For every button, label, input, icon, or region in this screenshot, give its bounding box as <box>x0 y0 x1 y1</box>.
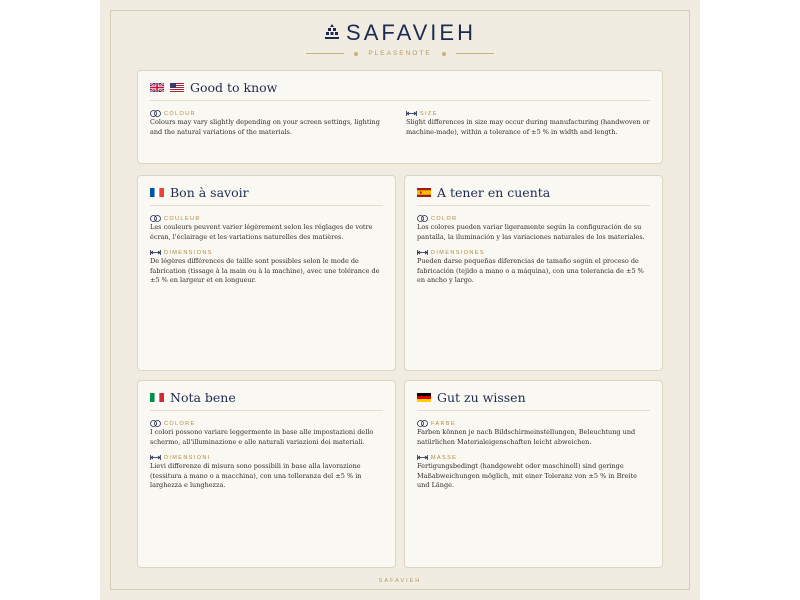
colour-text: Los colores pueden variar ligeramente según la configuración de su pantalla, la iluminación y las variaciones naturales de los materiales. <box>417 223 645 241</box>
section-label <box>417 249 650 256</box>
size-label: DIMENSIONI <box>164 454 211 461</box>
logo-mark-icon <box>324 23 340 43</box>
card-title: A tener en cuenta <box>437 185 551 200</box>
section-label <box>406 110 650 117</box>
size-arrow-icon <box>150 454 161 461</box>
colour-label: COULEUR <box>164 215 201 222</box>
card-header <box>150 185 383 206</box>
divider-line <box>306 53 344 54</box>
card-title: Gut zu wissen <box>437 390 526 405</box>
germany-flag-icon <box>417 393 431 402</box>
size-text: Pueden darse pequeñas diferencias de tamaño según el proceso de fabricación (tejido a mano o a máquina), con una tolerancia de ±5 % en ancho y largo. <box>417 257 644 284</box>
brand-logo <box>100 20 700 46</box>
card-german <box>404 380 663 568</box>
size-text: Slight differences in size may occur during manufacturing (handwoven or machine-made), within a tolerance of ±5 % in width and length. <box>406 118 650 136</box>
uk-flag-icon <box>150 83 164 92</box>
subheading <box>100 50 700 57</box>
colour-swatch-icon <box>150 110 161 117</box>
colour-text: Farben können je nach Bildschirmeinstellungen, Beleuchtung und natürlichen Materialeigenschaften leicht abweichen. <box>417 428 636 446</box>
size-section <box>406 110 650 144</box>
section-label <box>417 215 650 222</box>
colour-swatch-icon <box>417 215 428 222</box>
card-columns <box>150 110 650 144</box>
section-label <box>150 215 383 222</box>
size-label: SIZE <box>420 110 438 117</box>
card-header <box>417 390 650 411</box>
spain-flag-icon <box>417 188 431 197</box>
divider-line <box>456 53 494 54</box>
colour-swatch-icon <box>150 215 161 222</box>
france-flag-icon <box>150 188 164 197</box>
colour-swatch-icon <box>417 420 428 427</box>
card-english <box>137 70 663 164</box>
size-arrow-icon <box>150 249 161 256</box>
size-text: De légères différences de taille sont possibles selon le mode de fabrication (tissage à la main ou à la machine), avec une tolérance de ±5 % en largeur et en longueur. <box>150 257 380 284</box>
subheading-text: PLEASENOTE <box>368 50 432 57</box>
divider-dot <box>354 52 358 56</box>
card-header <box>150 390 383 411</box>
size-label: DIMENSIONS <box>164 249 213 256</box>
section-label <box>150 420 383 427</box>
colour-swatch-icon <box>150 420 161 427</box>
size-text: Lievi differenze di misura sono possibili in base alla lavorazione (tessitura a mano o a macchina), con una tolleranza del ±5 % in larghezza e lunghezza. <box>150 462 362 489</box>
card-french <box>137 175 396 371</box>
size-text: Fertigungsbedingt (handgewebt oder maschinell) sind geringe Maßabweichungen möglich, mit einer Toleranz von ±5 % in Breite und Länge. <box>417 462 637 489</box>
italy-flag-icon <box>150 393 164 402</box>
colour-label: COLORE <box>164 420 196 427</box>
colour-label: COLOR <box>431 215 458 222</box>
colour-text: Colours may vary slightly depending on your screen settings, lighting and the natural variations of the materials. <box>150 118 380 136</box>
colour-label: FARBE <box>431 420 457 427</box>
section-label <box>150 454 383 461</box>
size-arrow-icon <box>417 454 428 461</box>
card-header <box>417 185 650 206</box>
card-header <box>150 80 650 101</box>
card-title: Bon à savoir <box>170 185 249 200</box>
card-italian <box>137 380 396 568</box>
card-title: Nota bene <box>170 390 236 405</box>
section-label <box>417 454 650 461</box>
size-label: DIMENSIONES <box>431 249 485 256</box>
size-arrow-icon <box>406 110 417 117</box>
brand-name: SAFAVIEH <box>346 20 476 45</box>
card-title: Good to know <box>190 80 278 95</box>
section-label <box>417 420 650 427</box>
us-flag-icon <box>170 83 184 92</box>
section-label <box>150 110 394 117</box>
colour-label: COLOUR <box>164 110 196 117</box>
colour-text: Les couleurs peuvent varier légèrement selon les réglages de votre écran, l'éclairage et les variations naturelles des matières. <box>150 223 373 241</box>
colour-section <box>150 110 394 144</box>
footer-brand: SAFAVIEH <box>378 578 422 584</box>
divider-dot <box>442 52 446 56</box>
size-arrow-icon <box>417 249 428 256</box>
card-spanish <box>404 175 663 371</box>
info-sheet <box>100 0 700 600</box>
size-label: MASSE <box>431 454 458 461</box>
colour-text: I colori possono variare leggermente in base alle impostazioni dello schermo, all'illuminazione e alle naturali variazioni dei materiali. <box>150 428 374 446</box>
section-label <box>150 249 383 256</box>
